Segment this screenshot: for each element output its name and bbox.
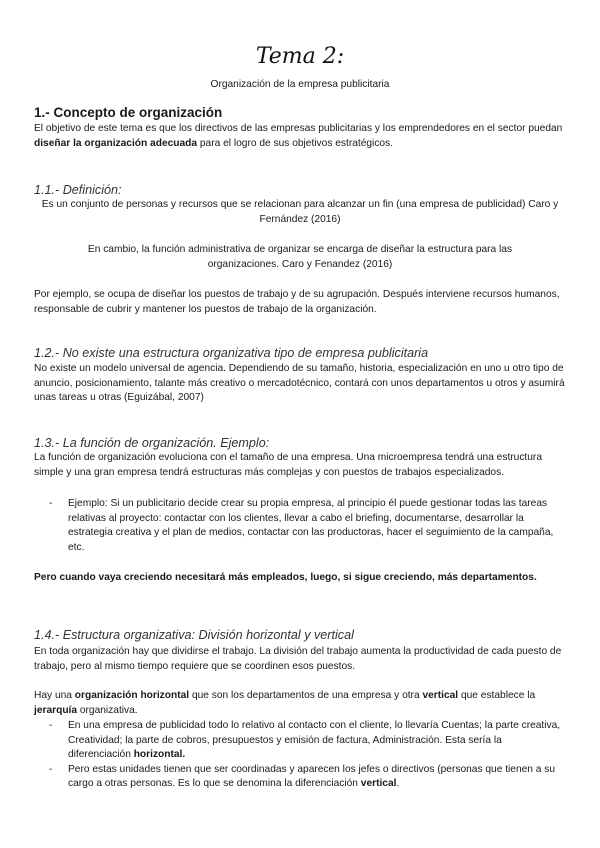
section-1-3-heading: 1.3.- La función de organización. Ejemplo:	[34, 436, 270, 450]
section-1-1-paragraph: Por ejemplo, se ocupa de diseñar los puestos de trabajo y de su agrupación. Después interviene recursos humanos, responsable de cubrir y mantener los puestos de trabajo de la organización.	[34, 289, 560, 315]
section-1-4-list	[34, 719, 566, 792]
definition-quote-2: En cambio, la función administrativa de organizar se encarga de diseñar la estructura para las organizaciones. Caro y Fenandez (2016)	[87, 244, 513, 270]
section-1-4-heading: 1.4.- Estructura organizativa: División horizontal y vertical	[34, 628, 354, 642]
list-item: - Ejemplo: Si un publicitario decide crear su propia empresa, al principio él puede gestionar todas las tareas relativas al proyecto: contactar con los clientes, llevar a cabo el briefing, documentarse, desarrollar la estrategia creativa y el plan de medios, contactar con las productoras, hacer el seguimiento de la campaña, etc.	[49, 498, 554, 553]
section-1-paragraph: El objetivo de este tema es que los directivos de las empresas publicitarias y los emprendedores en el sector puedan diseñar la organización adecuada para el logro de sus objetivos estratégicos.	[34, 123, 563, 149]
section-1-2-paragraph: No existe un modelo universal de agencia. Dependiendo de su tamaño, historia, especialización en uno u otro tipo de anuncio, posicionamiento, talante más creativo o mercadotécnico, contará con unos departamentos u otros y asumirá unas tareas u otras (Eguizábal, 2007)	[34, 363, 565, 404]
list-item: - En una empresa de publicidad todo lo relativo al contacto con el cliente, lo llevaría Cuentas; la parte creativa, Creatividad; la parte de cobros, presupuestos y emisión de factura, Administración. Esta sería la diferenciación horizontal.	[49, 720, 561, 761]
page-title: Tema 2:	[255, 44, 345, 69]
section-1-3-list	[34, 497, 566, 555]
section-1-3-bold-paragraph: Pero cuando vaya creciendo necesitará más empleados, luego, si sigue creciendo, más departamentos.	[34, 572, 537, 583]
section-1-4-paragraph-2: Hay una organización horizontal que son los departamentos de una empresa y otra vertical que establece la jerarquía organizativa.	[34, 690, 536, 716]
section-1-3-paragraph: La función de organización evoluciona con el tamaño de una empresa. Una microempresa tendrá una estructura simple y una gran empresa tendrá estructuras más complejas y con puestos de trabajos especializados.	[34, 452, 542, 478]
section-1-heading: 1.- Concepto de organización	[34, 105, 223, 120]
list-item: - Pero estas unidades tienen que ser coordinadas y aparecen los jefes o directivos (personas que tienen a su cargo a otras personas. Es lo que se denomina la diferenciación vertical.	[49, 763, 556, 790]
section-1-2-heading: 1.2.- No existe una estructura organizativa tipo de empresa publicitaria	[34, 346, 429, 360]
definition-quote-1: Es un conjunto de personas y recursos que se relacionan para alcanzar un fin (una empresa de publicidad) Caro y Fernández (2016)	[41, 199, 559, 225]
section-1-1-heading: 1.1.- Definición:	[34, 183, 122, 197]
page-subtitle: Organización de la empresa publicitaria	[210, 79, 390, 90]
section-1-4-paragraph-1: En toda organización hay que dividirse el trabajo. La división del trabajo aumenta la productividad de cada puesto de trabajo, pero al mismo tiempo requiere que se coordinen esos puestos.	[34, 646, 562, 672]
